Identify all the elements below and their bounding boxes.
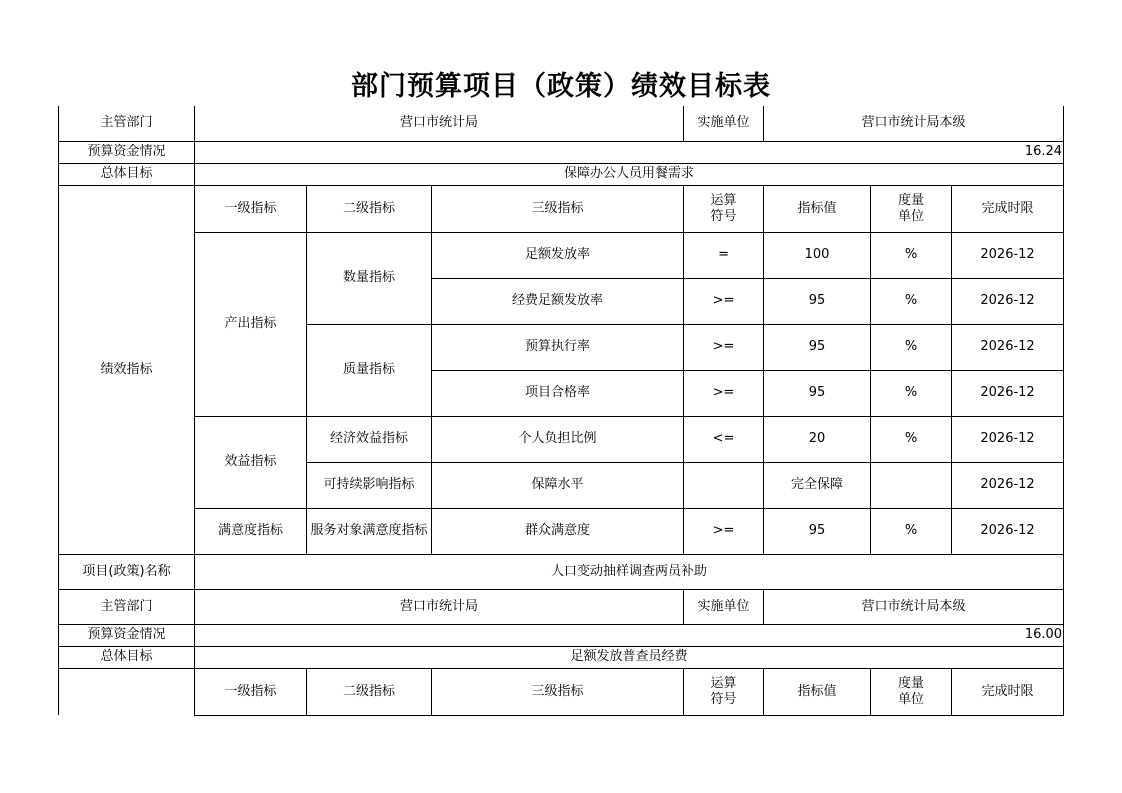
header-time: 完成时限 — [952, 668, 1064, 715]
table-row — [59, 646, 1064, 668]
indicator-unit: % — [871, 508, 952, 554]
table-row — [59, 141, 1064, 163]
table-row — [59, 624, 1064, 646]
dept-value: 营口市统计局 — [195, 589, 684, 624]
unit-value: 营口市统计局本级 — [764, 106, 1064, 141]
indicator-unit: % — [871, 324, 952, 370]
indicator-unit: % — [871, 416, 952, 462]
project-value: 人口变动抽样调查两员补助 — [195, 554, 1064, 589]
header-operator-line2: 符号 — [710, 208, 737, 224]
table-row — [59, 163, 1064, 185]
group-quantity: 数量指标 — [307, 232, 432, 324]
page-title: 部门预算项目（政策）绩效目标表 — [351, 71, 771, 102]
indicator-value: 95 — [764, 278, 871, 324]
budget-value: 16.24 — [195, 141, 1064, 163]
indicator-unit: % — [871, 370, 952, 416]
header-unit-line2: 单位 — [898, 208, 925, 224]
budget-label: 预算资金情况 — [59, 624, 195, 646]
budget-value: 16.00 — [195, 624, 1064, 646]
header-operator-line2: 符号 — [710, 691, 737, 707]
indicator-time: 2026-12 — [952, 232, 1064, 278]
dept-label: 主管部门 — [59, 589, 195, 624]
indicator-name: 经费足额发放率 — [432, 278, 684, 324]
perf-indicator-label-empty — [59, 668, 195, 715]
indicator-value: 95 — [764, 324, 871, 370]
header-unit — [871, 185, 952, 232]
table-row — [59, 554, 1064, 589]
indicator-value: 完全保障 — [764, 462, 871, 508]
table-row — [59, 589, 1064, 624]
header-value: 指标值 — [764, 668, 871, 715]
dept-value: 营口市统计局 — [195, 106, 684, 141]
unit-label: 实施单位 — [684, 589, 764, 624]
header-unit-line2: 单位 — [898, 691, 925, 707]
indicator-unit: % — [871, 278, 952, 324]
indicator-value: 100 — [764, 232, 871, 278]
header-level1: 一级指标 — [195, 668, 307, 715]
indicator-time: 2026-12 — [952, 508, 1064, 554]
table-row — [59, 232, 1064, 278]
indicator-name: 群众满意度 — [432, 508, 684, 554]
unit-label: 实施单位 — [684, 106, 764, 141]
table-row — [59, 508, 1064, 554]
header-level1: 一级指标 — [195, 185, 307, 232]
goal-value: 足额发放普查员经费 — [195, 646, 1064, 668]
header-unit-line1: 度量 — [898, 675, 925, 691]
performance-table — [58, 106, 1064, 716]
header-level2: 二级指标 — [307, 185, 432, 232]
table-header-row — [59, 668, 1064, 715]
header-operator — [684, 185, 764, 232]
table-row — [59, 106, 1064, 141]
indicator-operator: = — [684, 232, 764, 278]
header-level3: 三级指标 — [432, 185, 684, 232]
indicator-operator: <= — [684, 416, 764, 462]
header-operator-line1: 运算 — [710, 675, 737, 691]
indicator-time: 2026-12 — [952, 278, 1064, 324]
unit-value: 营口市统计局本级 — [764, 589, 1064, 624]
indicator-value: 95 — [764, 508, 871, 554]
table-header-row — [59, 185, 1064, 232]
indicator-time: 2026-12 — [952, 370, 1064, 416]
indicator-time: 2026-12 — [952, 416, 1064, 462]
header-operator — [684, 668, 764, 715]
group-satisfaction: 满意度指标 — [195, 508, 307, 554]
indicator-name: 项目合格率 — [432, 370, 684, 416]
group-sustain: 可持续影响指标 — [307, 462, 432, 508]
goal-label: 总体目标 — [59, 646, 195, 668]
indicator-operator: >= — [684, 370, 764, 416]
goal-value: 保障办公人员用餐需求 — [195, 163, 1064, 185]
indicator-name: 足额发放率 — [432, 232, 684, 278]
indicator-operator: >= — [684, 278, 764, 324]
header-unit — [871, 668, 952, 715]
group-quality: 质量指标 — [307, 324, 432, 416]
indicator-value: 95 — [764, 370, 871, 416]
indicator-time: 2026-12 — [952, 462, 1064, 508]
indicator-name: 保障水平 — [432, 462, 684, 508]
indicator-unit: % — [871, 232, 952, 278]
indicator-unit — [871, 462, 952, 508]
table-row — [59, 416, 1064, 462]
header-operator-line1: 运算 — [710, 192, 737, 208]
indicator-operator — [684, 462, 764, 508]
header-time: 完成时限 — [952, 185, 1064, 232]
indicator-operator: >= — [684, 508, 764, 554]
group-benefit: 效益指标 — [195, 416, 307, 508]
perf-indicator-label: 绩效指标 — [59, 185, 195, 554]
indicator-time: 2026-12 — [952, 324, 1064, 370]
indicator-name: 预算执行率 — [432, 324, 684, 370]
group-output: 产出指标 — [195, 232, 307, 416]
header-level2: 二级指标 — [307, 668, 432, 715]
group-economic: 经济效益指标 — [307, 416, 432, 462]
goal-label: 总体目标 — [59, 163, 195, 185]
budget-label: 预算资金情况 — [59, 141, 195, 163]
header-level3: 三级指标 — [432, 668, 684, 715]
project-label: 项目(政策)名称 — [59, 554, 195, 589]
dept-label: 主管部门 — [59, 106, 195, 141]
indicator-name: 个人负担比例 — [432, 416, 684, 462]
indicator-value: 20 — [764, 416, 871, 462]
header-value: 指标值 — [764, 185, 871, 232]
group-service: 服务对象满意度指标 — [307, 508, 432, 554]
header-unit-line1: 度量 — [898, 192, 925, 208]
indicator-operator: >= — [684, 324, 764, 370]
